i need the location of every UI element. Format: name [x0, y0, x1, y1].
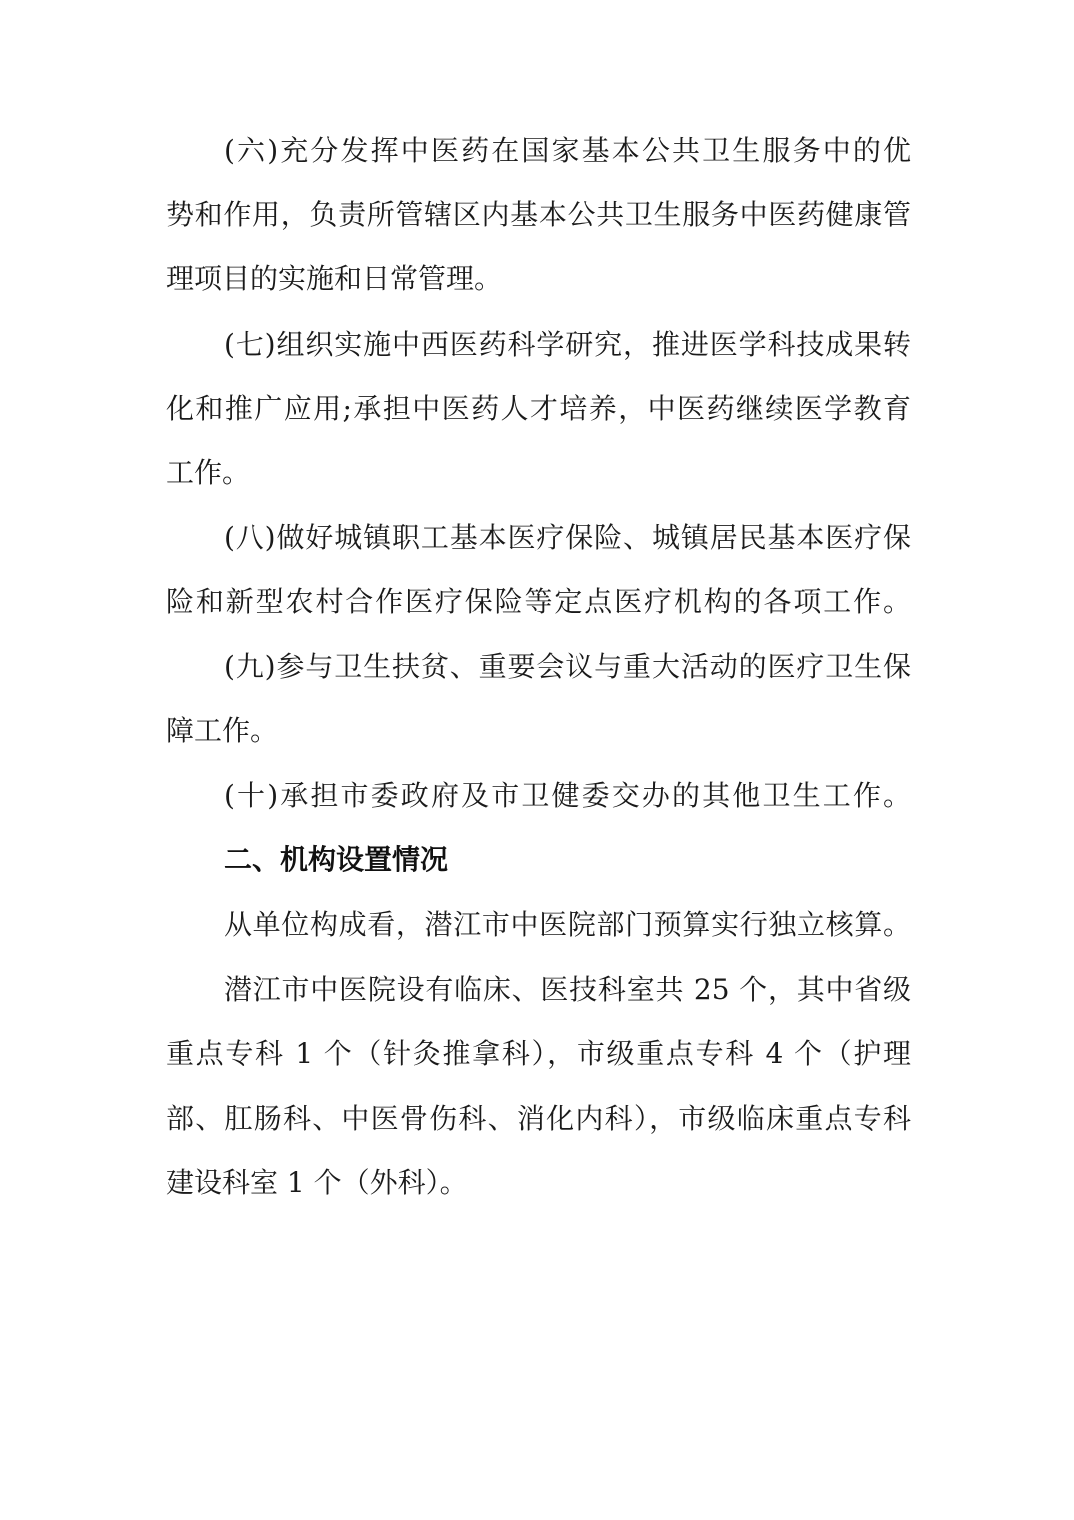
paragraph-6-line-3: 理项目的实施和日常管理。 [166, 262, 503, 295]
paragraph-departments-line-4: 建设科室 1 个（外科）。 [166, 1166, 468, 1199]
paragraph-9-line-2: 障工作。 [166, 714, 279, 747]
paragraph-structure-line-1: 从单位构成看，潜江市中医院部门预算实行独立核算。 [224, 908, 911, 941]
paragraph-7-line-3: 工作。 [166, 456, 251, 489]
paragraph-6-line-2: 势和作用，负责所管辖区内基本公共卫生服务中医药健康管 [166, 198, 911, 231]
paragraph-9-line-1: (九)参与卫生扶贫、重要会议与重大活动的医疗卫生保 [224, 650, 911, 683]
paragraph-8-line-1: (八)做好城镇职工基本医疗保险、城镇居民基本医疗保 [224, 521, 911, 554]
paragraph-departments-line-1: 潜江市中医院设有临床、医技科室共 25 个，其中省级 [224, 973, 911, 1006]
paragraph-6-line-1: (六)充分发挥中医药在国家基本公共卫生服务中的优 [224, 134, 911, 167]
paragraph-7-line-2: 化和推广应用;承担中医药人才培养，中医药继续医学教育 [166, 392, 911, 425]
section-heading: 二、机构设置情况 [224, 843, 449, 876]
paragraph-8-line-2: 险和新型农村合作医疗保险等定点医疗机构的各项工作。 [166, 585, 911, 618]
paragraph-departments-line-3: 部、肛肠科、中医骨伤科、消化内科），市级临床重点专科 [166, 1102, 911, 1135]
paragraph-10-line-1: (十)承担市委政府及市卫健委交办的其他卫生工作。 [224, 779, 911, 812]
paragraph-departments-line-2: 重点专科 1 个（针灸推拿科），市级重点专科 4 个（护理 [166, 1037, 911, 1070]
paragraph-7-line-1: (七)组织实施中西医药科学研究，推进医学科技成果转 [224, 328, 911, 361]
